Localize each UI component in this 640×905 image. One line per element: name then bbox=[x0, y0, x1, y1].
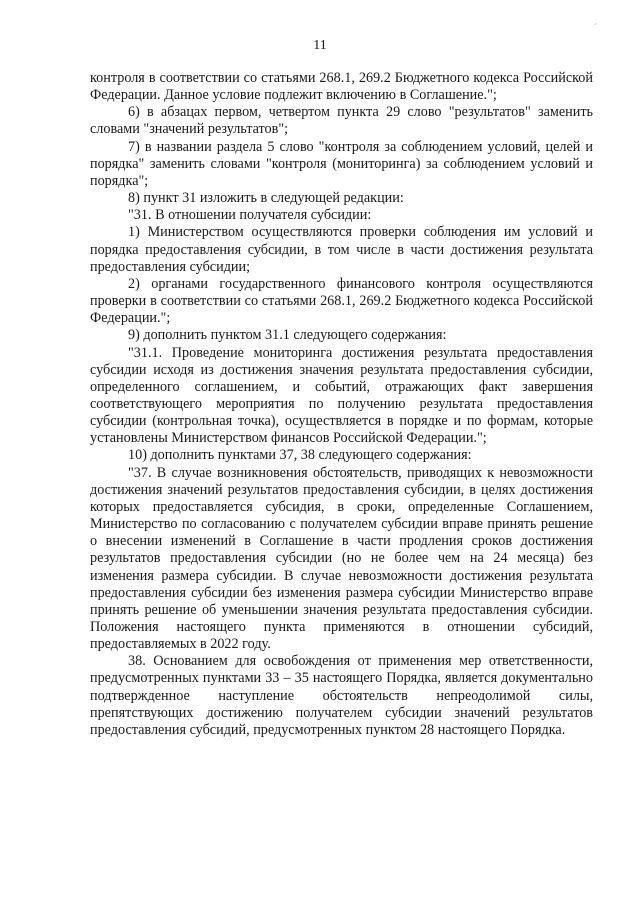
paragraph: 1) Министерством осуществляются проверки соблюдения им условий и порядка предоставления субсидии, в том числе в части достижения результата предоставления субсидии; bbox=[90, 224, 593, 275]
paragraph: контроля в соответствии со статьями 268.1, 269.2 Бюджетного кодекса Российской Федерации. Данное условие подлежит включению в Соглашение."; bbox=[90, 70, 593, 104]
paragraph: 7) в названии раздела 5 слово "контроля за соблюдением условий, целей и порядка" заменить словами "контроля (мониторинга) за соблюдением условий и порядка"; bbox=[90, 138, 593, 189]
page-number: 11 bbox=[313, 38, 327, 53]
paragraph: 6) в абзацах первом, четвертом пункта 29 слово "результатов" заменить словами "значений результатов"; bbox=[90, 104, 593, 138]
paragraph: 2) органами государственного финансового контроля осуществляются проверки в соответствии со статьями 268.1, 269.2 Бюджетного кодекса Российской Федерации."; bbox=[90, 275, 593, 327]
paragraph: "37. В случае возникновения обстоятельств, приводящих к невозможности достижения значений результатов предоставления субсидии, в целях достижения которых предоставляется субсидия, в сроки, определенные Соглашением, Министерство по согласованию с получателем субсидии вправе принять решение о внесении изменений в Соглашение в части продления сроков достижения результатов предоставления субсидии (но не более чем на 24 месяца) без изменения размера субсидии. В случае невозможности достижения результата предоставления субсидии без изменения размера субсидии Министерство вправе принять решение об уменьшении значения результата предоставления субсидии. Положения настоящего пункта применяются в отношении субсидий, предоставляемых в 2022 году. bbox=[90, 464, 593, 653]
paragraph: 38. Основанием для освобождения от применения мер ответственности, предусмотренных пунктами 33 – 35 настоящего Порядка, является документально подтвержденное наступление обстоятельств непреодолимой силы, препятствующих достижению получателем субсидии значений результатов предоставления субсидий, предусмотренных пунктом 28 настоящего Порядка. bbox=[90, 653, 593, 738]
document-body bbox=[90, 70, 593, 739]
paragraph: 9) дополнить пунктом 31.1 следующего содержания: bbox=[128, 327, 447, 344]
paragraph: "31. В отношении получателя субсидии: bbox=[128, 207, 372, 224]
scan-mark: ´ bbox=[594, 22, 597, 32]
paragraph: 8) пункт 31 изложить в следующей редакции: bbox=[128, 190, 404, 207]
paragraph: "31.1. Проведение мониторинга достижения результата предоставления субсидии исходя из достижения значения результата предоставления субсидии, определенного соглашением, и событий, отражающих факт завершения соответствующего мероприятия по получению результата предоставления субсидии (контрольная точка), осуществляется в порядке и по формам, которые установлены Министерством финансов Российской Федерации."; bbox=[90, 344, 593, 447]
paragraph: 10) дополнить пунктами 37, 38 следующего содержания: bbox=[128, 447, 472, 464]
